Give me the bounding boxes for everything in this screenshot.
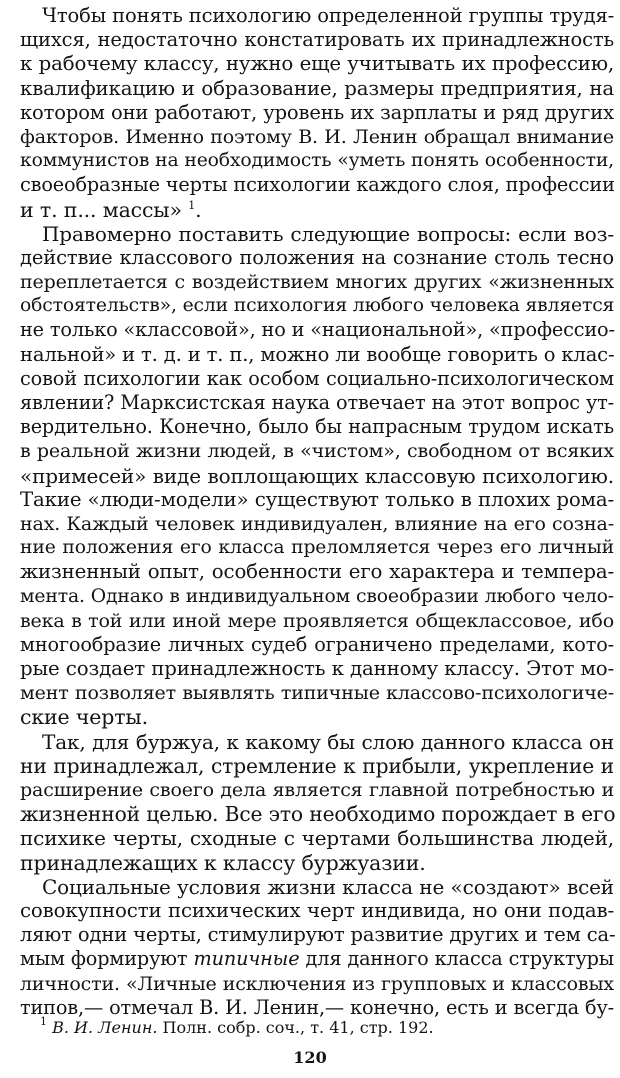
text-line: «примесей» виде воплощающих классовую психологию.: [20, 463, 614, 488]
text-line: Социальные условия жизни класса не «создают» всей: [42, 874, 614, 899]
footnote-author: В. И. Ленин.: [52, 1018, 158, 1037]
text-line: психике черты, сходные с чертами большинства людей,: [20, 826, 614, 851]
text-line: и т. п... массы» $^1$.: [20, 197, 202, 222]
text-line-content: и т. п... массы»: [20, 197, 182, 222]
text-line: жизненный опыт, особенности его характера и темпера-: [20, 560, 614, 584]
footnote: [40, 1015, 434, 1038]
text-line: Правомерно поставить следующие вопросы: если воз-: [42, 221, 614, 246]
footnote-reference: 1: [188, 198, 196, 212]
text-line: жизненной целью. Все это необходимо порождает в его: [20, 802, 616, 827]
text-line: действие классового положения на сознание столь тесно: [20, 245, 614, 269]
paragraph-3: [20, 730, 614, 875]
page-number: 120: [293, 1048, 327, 1067]
text-line: ские черты.: [20, 705, 148, 730]
emphasized-word: типичные: [193, 947, 300, 971]
text-line: рые создает принадлежность к данному классу. Этот мо-: [20, 657, 614, 681]
text-line: принадлежащих к классу буржуазии.: [20, 850, 426, 875]
text-line: совой психологии как особом социально-психологическом: [20, 366, 614, 390]
text-line: Так, для буржуа, к какому бы слою данного класса он: [42, 729, 614, 754]
paragraph-2: [20, 222, 614, 730]
text-line: расширение своего дела является главной потребностью и: [20, 779, 614, 801]
text-line: нах. Каждый человек индивидуален, влияние на его созна-: [20, 512, 614, 535]
text-line: совокупности психических черт индивида, но они подав-: [20, 898, 614, 922]
text-fragment: для данного класса структуры: [305, 947, 614, 971]
text-line: мент позволяет выявлять типичные классово-психологиче-: [20, 682, 614, 705]
text-line: Такие «люди-модели» существуют только в плохих рома-: [20, 487, 614, 511]
text-line: ние положения его класса преломляется через его личный: [20, 537, 614, 559]
paragraph-4: [20, 875, 614, 1020]
text-line: нальной» и т. д. и т. п., можно ли вообще говорить о клас-: [20, 342, 615, 366]
text-line: обстоятельств», если психология любого человека является: [20, 295, 615, 317]
paragraph-1: [20, 4, 614, 222]
text-line: не только «классовой», но и «национальной», «профессио-: [20, 318, 615, 342]
text-line: Чтобы понять психологию определенной группы трудя-: [42, 4, 615, 27]
text-line: многообразие личных судеб ограничено пределами, кото-: [20, 632, 614, 656]
text-line: факторов. Именно поэтому В. И. Ленин обращал внимание: [20, 125, 614, 148]
footnote-text: Полн. собр. соч., т. 41, стр. 192.: [162, 1018, 434, 1037]
text-line: к рабочему классу, нужно еще учитывать их профессию,: [20, 52, 614, 76]
text-line: переплетается с воздействием многих других «жизненных: [20, 271, 614, 294]
text-line: своеобразные черты психологии каждого слоя, профессии: [20, 173, 615, 197]
text-fragment: мым формируют: [20, 947, 188, 971]
text-line: ляют одни черты, стимулируют развитие других и тем са-: [20, 923, 616, 947]
text-line: типов,— отмечал В. И. Ленин,— конечно, есть и всегда бу-: [20, 995, 614, 1019]
page-body: [20, 4, 614, 1020]
text-line: котором они работают, уровень их зарплаты и ряд других: [20, 100, 614, 124]
text-line: щихся, недостаточно констатировать их принадлежность: [20, 28, 614, 52]
text-line: [20, 947, 614, 971]
text-line: мента. Однако в индивидуальном своеобразии любого чело-: [20, 585, 614, 607]
text-line: ни принадлежал, стремление к прибыли, укрепление и: [20, 753, 614, 778]
text-line: в реальной жизни людей, в «чистом», свободном от всяких: [20, 440, 614, 463]
text-line: коммунистов на необходимость «уметь понять особенности,: [20, 150, 614, 172]
text-line: личности. «Личные исключения из групповых и классовых: [20, 972, 614, 995]
text-line: вердительно. Конечно, было бы напрасным трудом искать: [20, 415, 614, 439]
text-line: явлении? Марксистская наука отвечает на этот вопрос ут-: [20, 391, 614, 414]
footnote-mark: 1: [40, 1015, 47, 1028]
text-line: века в той или иной мере проявляется общеклассовое, ибо: [20, 609, 614, 632]
text-line: квалификацию и образование, размеры предприятия, на: [20, 76, 614, 100]
